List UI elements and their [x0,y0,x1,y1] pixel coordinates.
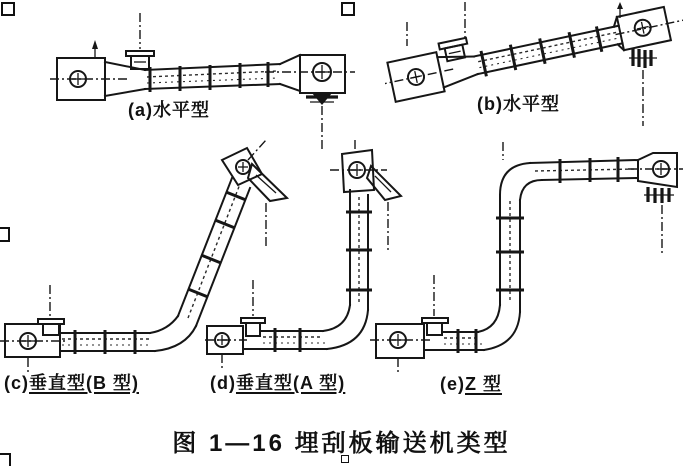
head-unit [628,153,683,187]
subfigure-b-label-prefix: (b) [477,94,503,114]
subfigure-a-label [128,96,210,122]
subfigure-b-label [477,90,560,116]
tail-unit [370,324,432,372]
conveyor-trough [424,142,638,353]
subfigure-d-label-name: 垂直型(A 型) [235,373,346,393]
subfigure-e-label-prefix: (e) [440,374,465,394]
subfigure-d-label [210,369,345,395]
subfigure-e-drawing [370,140,683,375]
subfigure-e-label [440,370,502,396]
conveyor-trough [243,190,372,352]
subfigure-c-label [4,369,139,395]
discharge-spout [629,48,657,126]
subfigure-e-label-name: Z 型 [465,374,502,394]
feed-hopper [422,275,448,335]
subfigure-a-drawing [50,5,355,155]
subfigure-a-label-name: 水平型 [153,100,210,120]
subfigure-c-label-prefix: (c) [4,373,29,393]
subfigure-a-label-prefix: (a) [128,100,153,120]
registration-mark-top-left [1,2,15,16]
discharge-spout [644,187,674,256]
vertical-centerlines [407,2,623,46]
subfigure-b-label-name: 水平型 [502,94,560,114]
feed-hopper [126,13,154,69]
subfigure-c-label-name: 垂直型(B 型) [29,373,139,393]
feed-hopper [241,280,265,336]
tail-unit [205,326,247,368]
head-unit [265,55,355,93]
tail-unit [50,40,128,100]
subfigure-d-label-prefix: (d) [210,373,236,393]
tail-unit [0,324,68,373]
figure-caption: 图 1—16 埋刮板输送机类型 [172,430,511,457]
